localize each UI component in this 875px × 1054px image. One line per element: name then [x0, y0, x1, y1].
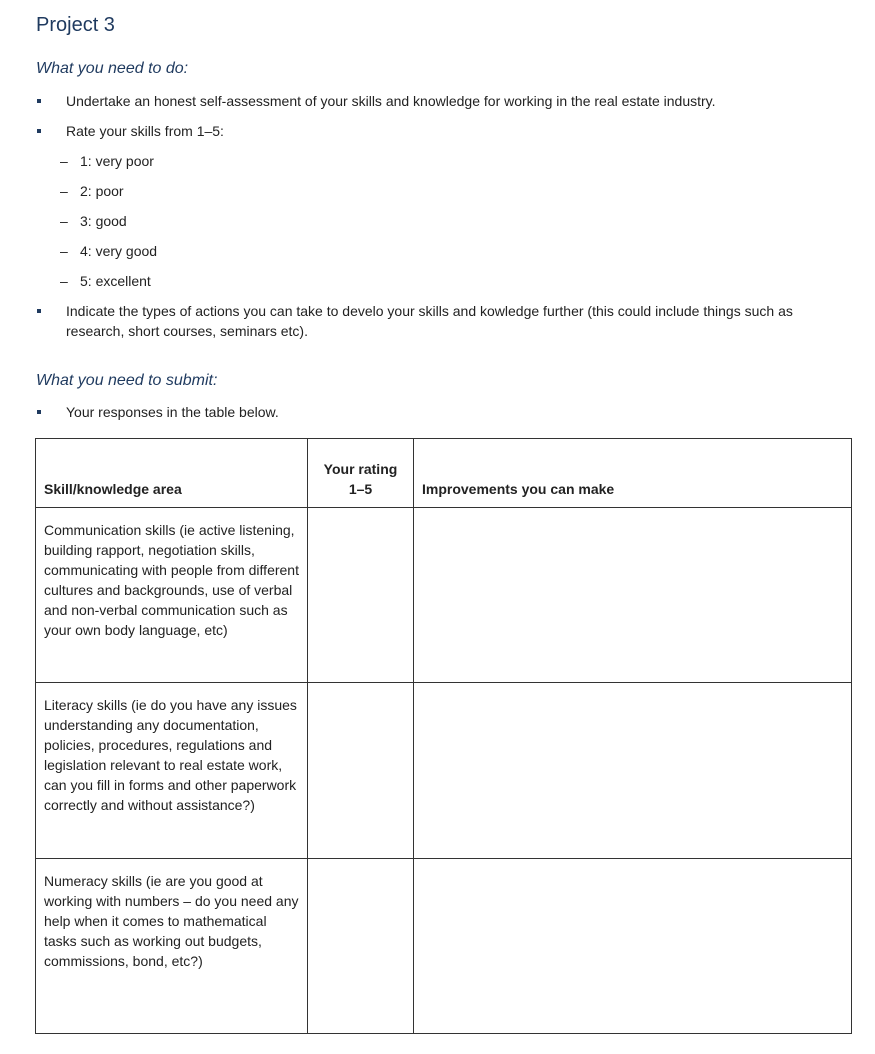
- table-row: [36, 859, 852, 1034]
- dash-marker: –: [60, 213, 68, 229]
- rating-item-5: 5: excellent: [80, 273, 151, 289]
- todo-heading: What you need to do:: [36, 60, 189, 77]
- todo-bullet-1: Undertake an honest self-assessment of your skills and knowledge for working in the real estate industry.: [66, 93, 716, 109]
- dash-marker: –: [60, 273, 68, 289]
- rating-cell[interactable]: [308, 683, 414, 859]
- dash-marker: –: [60, 243, 68, 259]
- rating-item-3: 3: good: [80, 213, 127, 229]
- improvements-cell[interactable]: [414, 859, 852, 1034]
- todo-bullet-3-line2: research, short courses, seminars etc).: [66, 323, 308, 339]
- header-skill: Skill/knowledge area: [36, 439, 308, 508]
- table-row: [36, 508, 852, 683]
- rating-item-1: 1: very poor: [80, 153, 154, 169]
- dash-marker: –: [60, 153, 68, 169]
- rating-cell[interactable]: [308, 508, 414, 683]
- rating-cell[interactable]: [308, 859, 414, 1034]
- bullet-marker: [37, 309, 41, 313]
- rating-item-4: 4: very good: [80, 243, 158, 259]
- skill-cell: Literacy skills (ie do you have any issues understanding any documentation, policies, procedures, regulations and legislation relevant to real estate work, can you fill in forms and other paperwork correctly and without assistance?): [36, 683, 308, 859]
- rating-item-2: 2: poor: [80, 183, 124, 199]
- header-rating: Your rating 1–5: [308, 439, 414, 508]
- improvements-cell[interactable]: [414, 683, 852, 859]
- skills-assessment-table: [35, 438, 852, 1034]
- submit-heading: What you need to submit:: [36, 372, 218, 389]
- dash-marker: –: [60, 183, 68, 199]
- skill-cell: Communication skills (ie active listening, building rapport, negotiation skills, communicating with people from different cultures and backgrounds, use of verbal and non-verbal communication such as your own body language, etc): [36, 508, 308, 683]
- todo-bullet-2: Rate your skills from 1–5:: [66, 123, 224, 139]
- todo-bullet-3-line1: Indicate the types of actions you can take to develo your skills and kowledge further (this could include things such as: [66, 303, 793, 319]
- table-header-row: [36, 439, 852, 508]
- submit-bullet: Your responses in the table below.: [66, 404, 279, 420]
- bullet-marker: [37, 129, 41, 133]
- bullet-marker: [37, 410, 41, 414]
- page-title: Project 3: [36, 14, 115, 36]
- table-row: [36, 683, 852, 859]
- header-improvements: Improvements you can make: [414, 439, 852, 508]
- bullet-marker: [37, 99, 41, 103]
- improvements-cell[interactable]: [414, 508, 852, 683]
- skill-cell: Numeracy skills (ie are you good at working with numbers – do you need any help when it comes to mathematical tasks such as working out budgets, commissions, bond, etc?): [36, 859, 308, 1034]
